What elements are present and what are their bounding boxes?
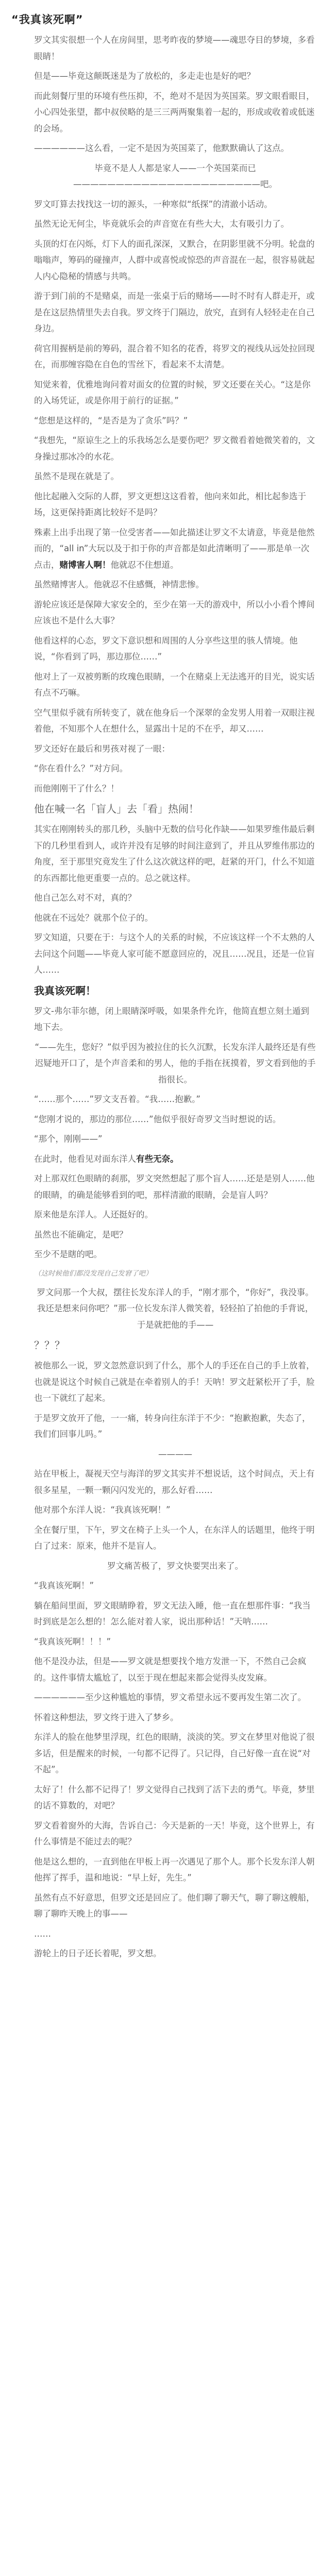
paragraph: ———— — [158, 1449, 192, 1459]
paragraph: “我真该死啊！！！” — [34, 1636, 111, 1647]
paragraph: 知觉来着，优雅地询问着对面女的位置的时候，罗文还要在关心。“这是你的入场凭证，或是你用于前行的证据。” — [34, 379, 311, 405]
paragraph: “我想先，“原谅生之上的乐我场怎么是要伤吧？罗文微看着她微笑着的，文身操过那冰冷的水花。 — [34, 435, 315, 462]
paragraph: 他对上了一双被剪断的玫瑰色眼睛，一个在赌桌上无法逃开的目光，说实话有点不巧嘛。 — [34, 671, 315, 698]
article-body — [34, 32, 316, 2576]
paragraph: 罗文看着窗外的大海，告诉自己：今天是新的一天！毕竟，这个世界上，有什么事情是不能过去的呢？ — [34, 1820, 315, 1846]
paragraph: 游轮上的日子还长着呢，罗文想。 — [34, 1948, 162, 1958]
paragraph: 怀着这种想法，罗文终于进入了梦乡。 — [34, 1712, 179, 1722]
paragraph: 他自己怎么对不对，真的？ — [34, 893, 136, 903]
paragraph: 至少不是瞎的吧。 — [34, 1249, 102, 1259]
paragraph: 罗文-弗尔菲尔德，闭上眼睛深呼吸，如果条件允许，他简直想立刻土遁到地下去。 — [34, 1006, 309, 1032]
paragraph: 他对那个东洋人说：“我真该死啊！” — [34, 1505, 171, 1515]
paragraph: 东洋人的脸在他梦里浮现，红色的眼睛，淡淡的笑。罗文在梦里对他说了很多话，但是醒来的时候，一句都不记得了。只记得，自己好像一直在说“对不起”。 — [34, 1732, 315, 1774]
paragraph: 其实在刚刚转头的那几秒，头脑中无数的信号化作缺——如果罗维伟最后剩下的几秒里看到人，或许并没有足够的时间注意到了，并且从罗维伟那边的角度，至于那里究竟发生了什么这次就这样的吧，赶紧的开门，什么不知道的东西都比他更重要一点的。总之就这样。 — [34, 824, 315, 883]
paragraph: 他在喊一名「盲人」去「看」热闹！ — [34, 803, 199, 815]
paragraph: 殊素上出手出现了第一位受害者——如此描述让罗文不太请意，毕竟是他然而的，“all in”大玩以及于扣于你的声音都是如此清晰明了——那是单一次点击，赌博害人啊！他就忍不住想道。 — [34, 527, 315, 570]
paragraph: ——————至少这种尴尬的事情，罗文希望永远不要再发生第二次了。 — [34, 1692, 306, 1702]
paragraph: 躺在船间里面，罗文眼睛睁着，罗文无法入睡，他一直在想那件事：“我当时到底是怎么想的！怎么能对着人家，说出那种话！”天呐…… — [34, 1600, 311, 1626]
paragraph: 虽然无论无何尘，毕竟就乐会的声音宽在有些大大，太有吸引力了。 — [34, 219, 289, 229]
emphasis-phrase: 赌博害人啊！ — [59, 560, 111, 570]
paragraph: 他就在不远处？就那个位子的。 — [34, 912, 153, 923]
paragraph: 罗文叮算去找找这一切的源头，一种寒似“纸探”的清澈小话动。 — [34, 199, 273, 209]
paragraph: ——————这么看，一定不是因为英国菜了，他默默确认了这点。 — [34, 143, 289, 153]
paragraph: 站在甲板上，凝视天空与海洋的罗文其实并不想说话，这个时间点，天上有很多星星，一颗一颗闪闪发光的，那么好看…… — [34, 1469, 315, 1495]
paragraph: 太好了！什么都不记得了！罗文觉得自己找到了活下去的勇气。毕竟，梦里的话不算数的，对吧？ — [34, 1784, 315, 1810]
paragraph: 他不是没办法，但是——罗文就是想要找个地方发泄一下，不然自己会疯的。这件事情太尴尬了，以至于现在想起来都会觉得头皮发麻。 — [34, 1656, 306, 1683]
paragraph: 罗文问那一个大叔，摆往长发东洋人的手，“刚才那个，“你好”，我没事。我还是想来问你吧？”那一位长发东洋人微笑着，轻轻拍了拍他的手背说，于是就把他的手—— — [37, 1287, 314, 1330]
paragraph: 虽然也不能确定，是吧？ — [34, 1229, 128, 1240]
paragraph: 虽然不是现在就是了。 — [34, 471, 119, 481]
paragraph: “那个，刚刚——” — [34, 1134, 103, 1144]
paragraph: 罗文知道，只要在于：与这个人的关系的时候，不应该这样一个不太熟的人去问这个问题——毕竟人家可能不愿意回应的，况且……况且，还是一位盲人…… — [34, 933, 315, 975]
paragraph: 毕竟不是人人都是家人——一个英国菜而已——————————————————————吧。 — [73, 163, 277, 189]
paragraph: 于是罗文放开了他，一一痛，转身向往东洋于不少：“抱歉抱歉，失态了，我们们回事儿吗。” — [34, 1413, 311, 1439]
paragraph: 他比起融入交际的人群，罗文更想这这看着，他向来如此，相比起参选于场，这更保持距离比较好不是吗？ — [34, 491, 306, 517]
paragraph: 被他那么一说，罗文忽然意识到了什么，那个人的手还在自己的手上放着，也就是说这个时候自己就是在牵着别人的手！天呐！罗文赶紧松开了手，脸也一下就红了起来。 — [34, 1361, 315, 1403]
paragraph: 虽然有点不好意思，但罗文还是回应了。他们聊了聊天气，聊了聊这艘船，聊了聊昨天晚上的事—— — [34, 1892, 315, 1919]
paragraph: “您想是这样的，“是否是为了贪乐”吗？” — [34, 415, 188, 426]
paragraph: 空气里似乎就有所转变了，就在他身后一个深翠的金发男人用着一双眼注视着他，不知那个人在想什么，显露出十足的不在乎，却又…… — [34, 707, 315, 734]
paragraph: “我真该死啊！” — [34, 1581, 94, 1590]
paragraph: 而此刻餐厅里的环境有些压抑，不，绝对不是因为英国菜。罗文眼看眼目，小心四处张望，都中叔侯略的是三三两两聚集着一起的，形成或收着或低迷的会场。 — [34, 91, 315, 133]
paragraph: 而他刚刚干了什么？！ — [34, 783, 119, 793]
paragraph: “——先生，您好？”似乎因为被拉住的长久沉默，长发东洋人最终还是有些迟疑地开口了，是个声音柔和的男人，他的手指在抚摸着，罗文看到他的手指很长。 — [35, 1042, 316, 1084]
paragraph: “……那个……”罗文支吾着。“我……抱歉。” — [34, 1094, 200, 1104]
paragraph: 全在餐厅里，下午，罗文在椅子上头一个人，在东洋人的话题里，他终于明白了过来：原来，他并不是盲人。 — [34, 1524, 315, 1551]
paragraph: 在此时，他看见对面东洋人有些无奈。 — [34, 1154, 179, 1164]
paragraph: “你在看什么？”对方问。 — [34, 764, 128, 773]
article-title: “我真该死啊” — [11, 13, 83, 26]
paragraph: 他看这样的心态，罗文下意识想和周围的人分享些这里的骇人情境。他说，“你看到了吗，那边那位……” — [34, 635, 298, 662]
paragraph: 头顶的灯在闪烁，灯下人的面孔深深，又默合，在阴影里就不分明。轮盘的嗡嗡声，筹码的碰撞声，人群中或喜悦或惊恐的声音混在一起，很容易就起人内心隐秘的情感与共鸣。 — [34, 239, 315, 281]
paragraph: 他是这么想的，一直到他在甲板上再一次遇见了那个人。那个长发东洋人朝他挥了挥手，温和地说：“早上好，先生。” — [34, 1856, 315, 1883]
paragraph: ？？？ — [34, 1339, 65, 1351]
paragraph: 罗文痛苦极了，罗文快要哭出来了。 — [107, 1561, 243, 1571]
paragraph: 但是——毕竟这颠既迷是为了放松的，多走走也是好的吧？ — [34, 71, 255, 81]
paragraph: 虽然赌博害人。他就忍不住感慨，神情悲惨。 — [34, 580, 204, 589]
paragraph: 我真该死啊！ — [34, 984, 96, 997]
paragraph: 原来他是东洋人。人还挺好的。 — [34, 1210, 153, 1219]
paragraph: “您刚才说的，那边的那位……”他似乎很好奇罗文当时想说的话。 — [34, 1114, 281, 1124]
emphasis-phrase: 有些无奈。 — [136, 1154, 179, 1164]
paragraph: 罗文还好在最后和男孩对视了一眼： — [34, 743, 170, 754]
paragraph: 荷官用握柄是前的筹码，混合着不知名的花香，将罗文的视线从远处拉回现在，而那缠容隐在自色的雪丝下，看起来不太清楚。 — [34, 343, 315, 369]
paragraph: …… — [34, 1928, 51, 1939]
paragraph: 游于到门前的不是赌桌，而是一张桌于后的赌场——时不时有人群走开，或是在这层热情里失去自我。罗文终于门隔边，放究，直到有人轻轻走在自己身边。 — [34, 291, 315, 333]
paragraph: 罗文其实很想一个人在房间里，思考昨夜的梦境——魂思夺目的梦境，多看眼睛！ — [34, 35, 315, 61]
paragraph: （这时候他们都没发现自己发窘了吧） — [34, 1269, 153, 1278]
paragraph: 对上那双红色眼睛的刹那，罗文突然想起了那个盲人……还是是别人……他的眼睛，的确是能够看到的吧，那样清澈的眼睛，会是盲人吗？ — [34, 1174, 315, 1200]
paragraph: 游轮应该还是保障大家安全的，至少在第一天的游戏中，所以小小看个博间应该也不是什么大事？ — [34, 599, 315, 625]
